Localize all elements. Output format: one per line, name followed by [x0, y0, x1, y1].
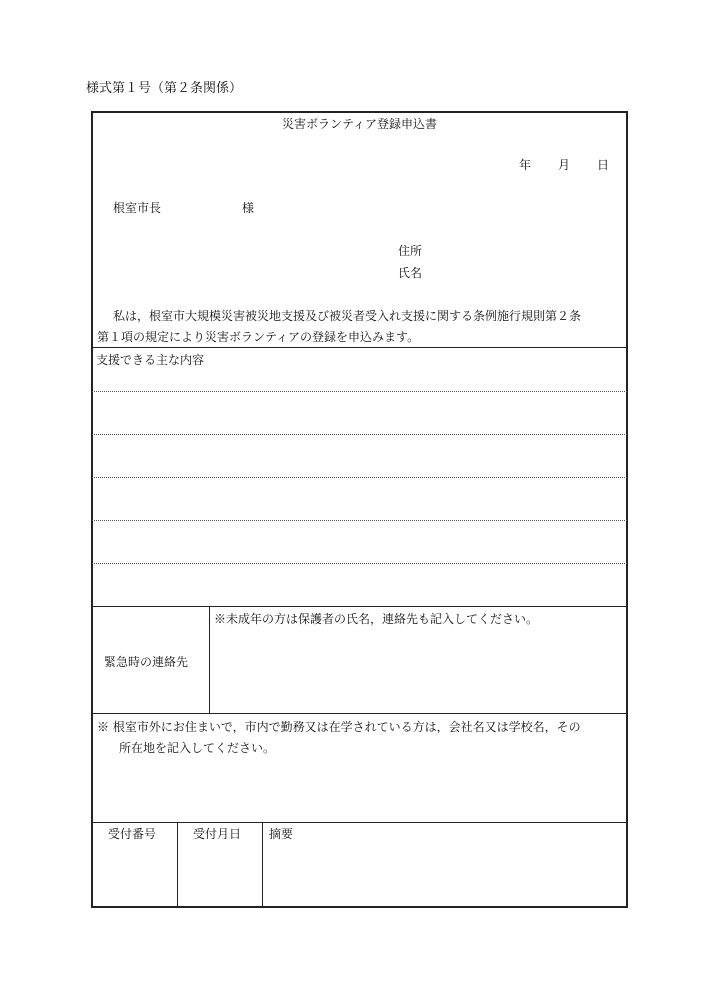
form-title: 災害ボランティア登録申込書: [281, 117, 438, 131]
addressee-honorific: 様: [242, 201, 255, 215]
workplace-school-field[interactable]: [93, 760, 626, 821]
receipt-date-label: 受付月日: [193, 827, 242, 841]
column-divider: [209, 606, 210, 713]
emergency-contact-field[interactable]: [211, 630, 626, 712]
date-month-label: 月: [558, 158, 571, 172]
writing-line: [92, 520, 627, 521]
addressee-name: 根室市長: [113, 201, 162, 215]
writing-line: [92, 391, 627, 392]
applicant-name-label: 氏名: [398, 266, 423, 280]
column-divider: [177, 822, 178, 907]
section-divider: [92, 822, 627, 823]
remarks-label: 摘要: [269, 827, 294, 841]
emergency-contact-label: 緊急時の連絡先: [104, 655, 189, 669]
section-divider: [92, 347, 627, 348]
applicant-name-field[interactable]: [428, 263, 618, 283]
outside-city-note-line-1: ※ 根室市外にお住まいで，市内で勤務又は在学されている方は，会社名又は学校名，その: [97, 720, 581, 734]
writing-line: [92, 477, 627, 478]
section-divider: [92, 606, 627, 607]
date-day-label: 日: [597, 158, 610, 172]
support-content-label: 支援できる主な内容: [96, 353, 205, 367]
emergency-contact-note: ※未成年の方は保護者の氏名，連絡先も記入してください。: [214, 612, 539, 626]
declaration-line-1: 私は，根室市大規模災害被災地支援及び被災者受入れ支援に関する条例施行規則第２条: [113, 309, 582, 323]
declaration-line-2: 第１項の規定により災害ボランティアの登録を申込みます。: [97, 330, 420, 344]
outside-city-note-line-2: 所在地を記入してください。: [119, 741, 276, 755]
support-content-field[interactable]: [93, 372, 626, 606]
writing-line: [92, 563, 627, 564]
section-divider: [92, 713, 627, 714]
writing-line: [92, 434, 627, 435]
column-divider: [262, 822, 263, 907]
address-label: 住所: [398, 244, 423, 258]
date-year-label: 年: [519, 158, 532, 172]
address-field[interactable]: [428, 241, 618, 261]
receipt-number-label: 受付番号: [108, 827, 157, 841]
form-number: 様式第１号（第２条関係）: [86, 81, 243, 96]
